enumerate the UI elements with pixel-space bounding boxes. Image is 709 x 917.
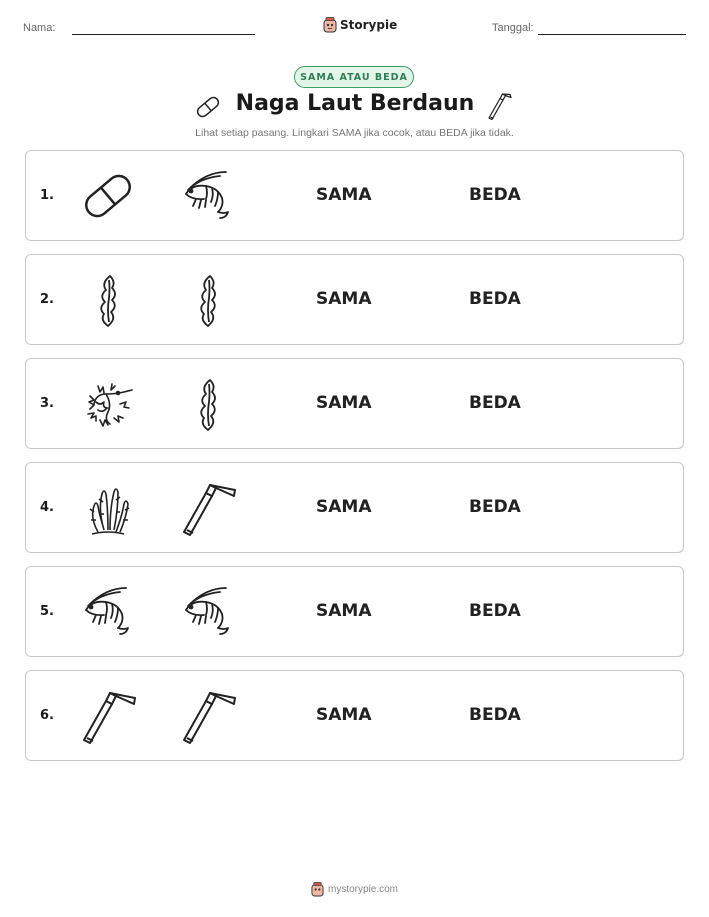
date-label: Tanggal: xyxy=(492,22,534,34)
question-row xyxy=(25,358,684,449)
name-label: Nama: xyxy=(23,22,56,34)
pill-icon xyxy=(193,92,223,122)
answer-different[interactable]: BEDA xyxy=(469,185,521,205)
question-row xyxy=(25,254,684,345)
seaweed-icon xyxy=(78,270,138,330)
shrimp-icon xyxy=(178,582,238,642)
answer-same[interactable]: SAMA xyxy=(316,289,372,309)
worksheet-type-badge: SAMA ATAU BEDA xyxy=(294,66,414,88)
footer xyxy=(0,880,709,898)
question-number: 5. xyxy=(40,604,54,619)
answer-same[interactable]: SAMA xyxy=(316,705,372,725)
title-row xyxy=(0,90,709,124)
question-row xyxy=(25,150,684,241)
straw-icon xyxy=(78,686,138,746)
answer-different[interactable]: BEDA xyxy=(469,601,521,621)
storypie-mascot-icon xyxy=(323,17,337,33)
pill-icon xyxy=(78,166,138,226)
brand-name: Storypie xyxy=(340,18,398,32)
straw-icon xyxy=(178,686,238,746)
straw-icon xyxy=(178,478,238,538)
seaweed-icon xyxy=(178,374,238,434)
question-number: 3. xyxy=(40,396,54,411)
answer-same[interactable]: SAMA xyxy=(316,601,372,621)
page-title: Naga Laut Berdaun xyxy=(235,91,475,116)
coral-icon xyxy=(78,478,138,538)
question-number: 1. xyxy=(40,188,54,203)
question-row xyxy=(25,566,684,657)
straw-icon xyxy=(484,91,514,121)
shrimp-icon xyxy=(78,582,138,642)
footer-url[interactable]: mystorypie.com xyxy=(327,883,398,895)
question-number: 2. xyxy=(40,292,54,307)
answer-different[interactable]: BEDA xyxy=(469,289,521,309)
answer-different[interactable]: BEDA xyxy=(469,705,521,725)
question-row xyxy=(25,670,684,761)
answer-different[interactable]: BEDA xyxy=(469,497,521,517)
answer-same[interactable]: SAMA xyxy=(316,185,372,205)
leafy-sea-dragon-icon xyxy=(78,374,138,434)
question-number: 4. xyxy=(40,500,54,515)
instructions: Lihat setiap pasang. Lingkari SAMA jika cocok, atau BEDA jika tidak. xyxy=(195,127,514,139)
question-number: 6. xyxy=(40,708,54,723)
answer-same[interactable]: SAMA xyxy=(316,497,372,517)
seaweed-icon xyxy=(178,270,238,330)
question-row xyxy=(25,462,684,553)
shrimp-icon xyxy=(178,166,238,226)
answer-same[interactable]: SAMA xyxy=(316,393,372,413)
storypie-mascot-icon xyxy=(311,882,324,897)
date-field[interactable] xyxy=(538,34,686,35)
brand-logo xyxy=(323,15,397,35)
answer-different[interactable]: BEDA xyxy=(469,393,521,413)
name-field[interactable] xyxy=(72,34,255,35)
worksheet-header xyxy=(0,12,709,42)
